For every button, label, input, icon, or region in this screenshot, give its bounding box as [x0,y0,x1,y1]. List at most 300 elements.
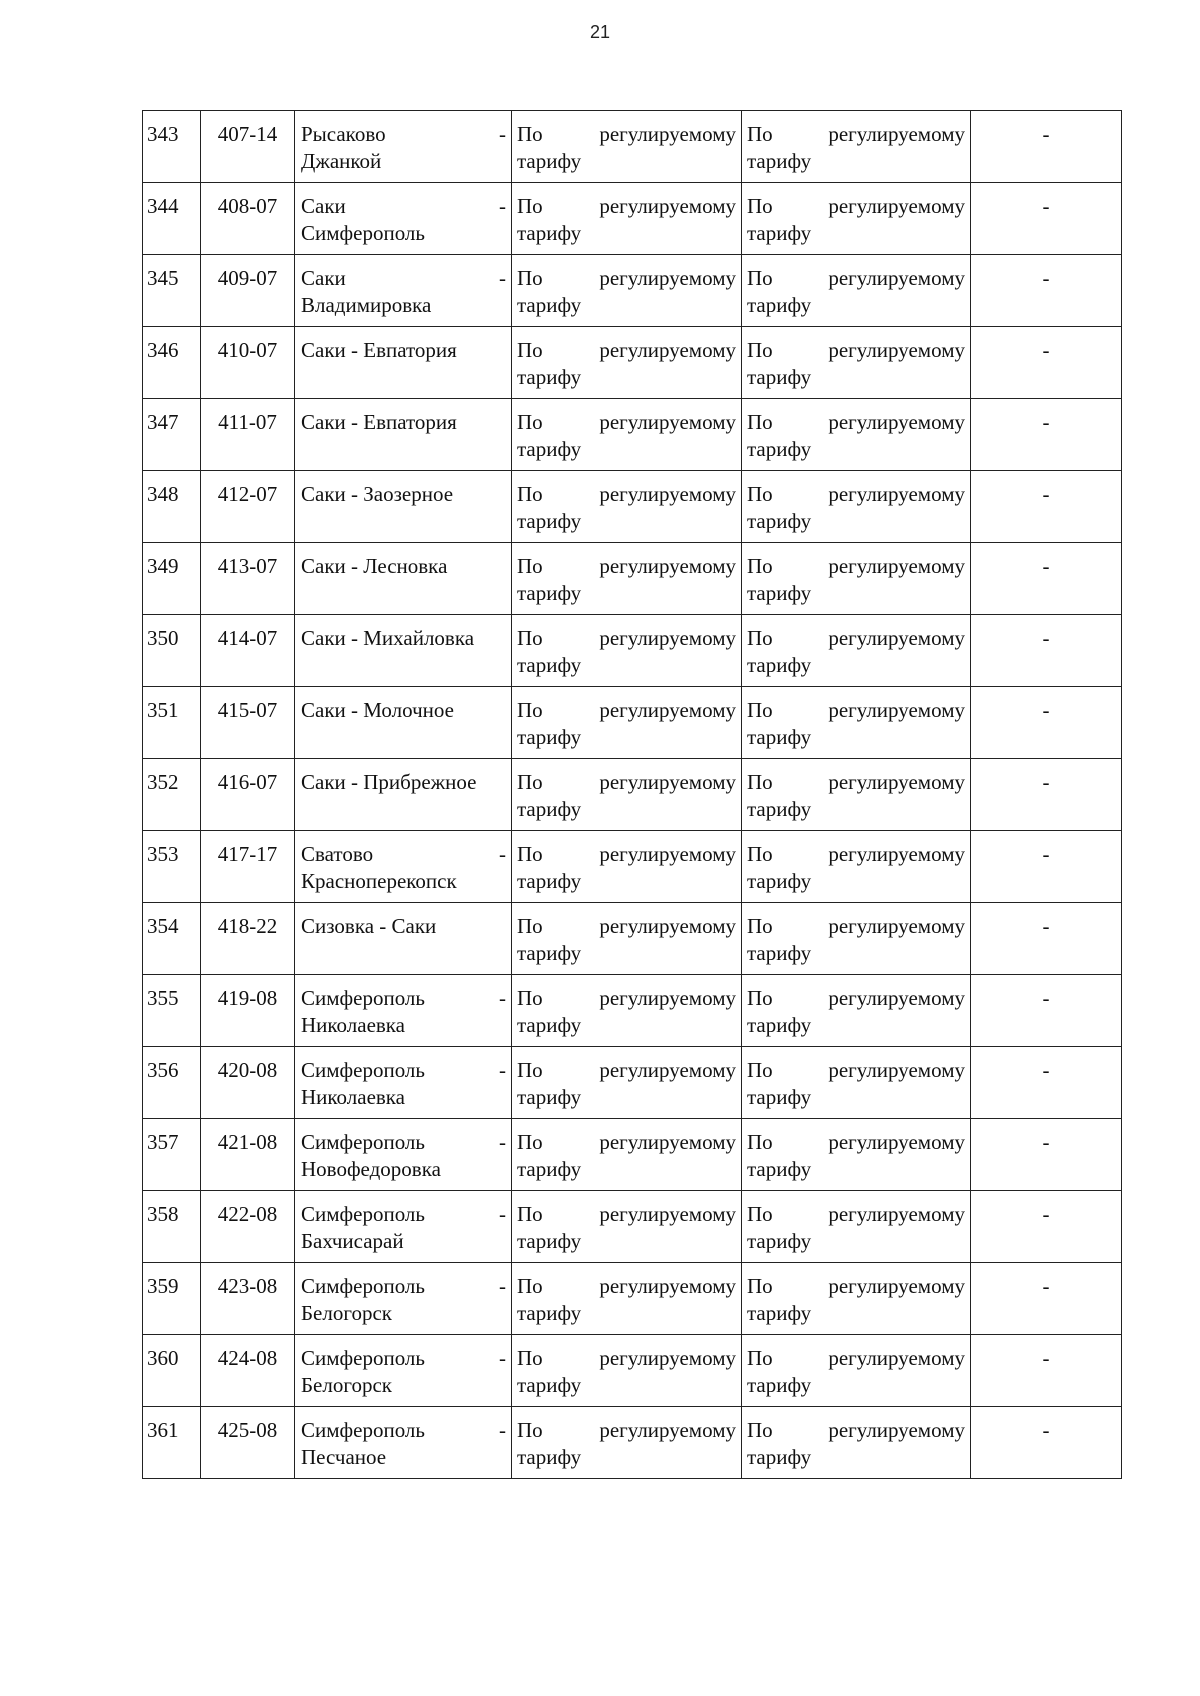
tariff-word-tariff: тарифу [747,293,812,317]
tariff-first-line [517,769,736,796]
tariff-word-tariff: тарифу [747,365,812,389]
tariff-cell-2 [742,975,971,1047]
route-code-cell: 420-08 [201,1047,295,1119]
tariff-word-tariff: тарифу [747,1373,812,1397]
tariff-word-regulated: регулируемому [828,770,965,794]
tariff-first-line [517,1273,736,1300]
page-number: 21 [589,22,611,42]
tariff-first-line [517,337,736,364]
tariff-word-regulated: регулируемому [599,338,736,362]
tariff-word-tariff: тарифу [747,149,812,173]
tariff-word-po: По [747,770,773,794]
route-origin: Симферополь [301,1346,425,1370]
tariff-word-regulated: регулируемому [828,1346,965,1370]
tariff-word-po: По [517,194,543,218]
tariff-word-po: По [517,1346,543,1370]
tariff-word-po: По [517,626,543,650]
tariff-word-regulated: регулируемому [828,410,965,434]
route-full: Саки - Лесновка [301,554,448,578]
tariff-word-tariff: тарифу [747,1157,812,1181]
tariff-word-tariff: тарифу [517,653,582,677]
tariff-first-line [517,121,736,148]
route-code-cell: 411-07 [201,399,295,471]
route-name-cell [295,1335,512,1407]
tariff-word-regulated: регулируемому [828,1130,965,1154]
tariff-word-po: По [747,1274,773,1298]
tariff-cell-1 [512,1335,742,1407]
tariff-word-po: По [517,122,543,146]
tariff-word-po: По [747,338,773,362]
table-row [143,399,1122,471]
route-origin-line [301,985,506,1012]
row-number-cell: 354 [143,903,201,975]
route-dash: - [499,842,506,866]
tariff-word-regulated: регулируемому [828,1418,965,1442]
tariff-word-tariff: тарифу [517,1085,582,1109]
route-origin-line [301,1345,506,1372]
tariff-first-line [747,409,965,436]
route-origin: Рысаково [301,122,386,146]
tariff-word-regulated: регулируемому [828,554,965,578]
tariff-word-po: По [747,554,773,578]
tariff-first-line [517,553,736,580]
table-row [143,759,1122,831]
tariff-word-regulated: регулируемому [828,122,965,146]
route-name-cell [295,1407,512,1479]
tariff-cell-1 [512,1119,742,1191]
route-code-cell: 410-07 [201,327,295,399]
notes-cell: - [971,615,1122,687]
tariff-cell-2 [742,1263,971,1335]
tariff-cell-1 [512,1263,742,1335]
notes-cell: - [971,1047,1122,1119]
route-dash: - [499,266,506,290]
table-row [143,1335,1122,1407]
route-destination: Николаевка [301,1013,406,1037]
tariff-first-line [517,1057,736,1084]
tariff-word-tariff: тарифу [517,1445,582,1469]
route-dash: - [499,194,506,218]
tariff-cell-2 [742,831,971,903]
route-origin-line [301,1273,506,1300]
route-code-cell: 407-14 [201,111,295,183]
tariff-word-tariff: тарифу [517,1301,582,1325]
table-row [143,543,1122,615]
tariff-word-regulated: регулируемому [599,770,736,794]
tariff-first-line [517,481,736,508]
route-dash: - [499,1130,506,1154]
row-number-cell: 351 [143,687,201,759]
row-number-cell: 360 [143,1335,201,1407]
route-origin-line [301,1129,506,1156]
notes-cell: - [971,183,1122,255]
table-row [143,1407,1122,1479]
route-code-cell: 424-08 [201,1335,295,1407]
route-full: Саки - Прибрежное [301,770,477,794]
notes-cell: - [971,1119,1122,1191]
route-origin-line [301,121,506,148]
notes-cell: - [971,1263,1122,1335]
tariff-word-po: По [747,914,773,938]
row-number-cell: 357 [143,1119,201,1191]
table-row [143,327,1122,399]
tariff-first-line [517,697,736,724]
tariff-word-tariff: тарифу [747,1445,812,1469]
tariff-word-po: По [747,194,773,218]
table-row [143,471,1122,543]
tariff-cell-2 [742,1047,971,1119]
tariff-word-tariff: тарифу [747,1301,812,1325]
notes-cell: - [971,831,1122,903]
tariff-first-line [747,1273,965,1300]
tariff-word-regulated: регулируемому [599,698,736,722]
tariff-cell-2 [742,1191,971,1263]
route-code-cell: 413-07 [201,543,295,615]
tariff-first-line [517,625,736,652]
tariff-cell-2 [742,1335,971,1407]
tariff-word-tariff: тарифу [517,725,582,749]
table-row [143,255,1122,327]
tariff-word-regulated: регулируемому [599,914,736,938]
route-name-cell [295,255,512,327]
tariff-word-po: По [517,482,543,506]
tariff-word-regulated: регулируемому [599,266,736,290]
notes-cell: - [971,327,1122,399]
route-origin: Симферополь [301,1130,425,1154]
route-name-cell [295,543,512,615]
route-name-cell [295,831,512,903]
row-number-cell: 348 [143,471,201,543]
tariff-first-line [747,1057,965,1084]
routes-table [142,110,1122,1479]
tariff-cell-1 [512,543,742,615]
tariff-word-po: По [747,482,773,506]
tariff-word-regulated: регулируемому [828,626,965,650]
tariff-first-line [747,841,965,868]
tariff-word-regulated: регулируемому [828,1058,965,1082]
route-destination: Белогорск [301,1373,392,1397]
tariff-word-tariff: тарифу [747,1229,812,1253]
row-number-cell: 352 [143,759,201,831]
tariff-word-regulated: регулируемому [828,482,965,506]
tariff-word-po: По [747,842,773,866]
tariff-cell-1 [512,1407,742,1479]
tariff-cell-2 [742,615,971,687]
route-code-cell: 419-08 [201,975,295,1047]
route-origin-line [301,193,506,220]
tariff-word-regulated: регулируемому [599,410,736,434]
notes-cell: - [971,399,1122,471]
tariff-word-tariff: тарифу [747,725,812,749]
tariff-cell-1 [512,1047,742,1119]
tariff-word-po: По [517,410,543,434]
table-row [143,1191,1122,1263]
row-number-cell: 349 [143,543,201,615]
route-destination: Белогорск [301,1301,392,1325]
route-name-cell [295,399,512,471]
notes-cell: - [971,1335,1122,1407]
tariff-word-regulated: регулируемому [828,266,965,290]
tariff-word-tariff: тарифу [517,1373,582,1397]
tariff-word-tariff: тарифу [517,437,582,461]
tariff-word-regulated: регулируемому [599,554,736,578]
tariff-word-po: По [747,1346,773,1370]
notes-cell: - [971,471,1122,543]
tariff-cell-2 [742,543,971,615]
tariff-word-tariff: тарифу [517,149,582,173]
notes-cell: - [971,255,1122,327]
tariff-word-po: По [747,626,773,650]
tariff-word-tariff: тарифу [517,1229,582,1253]
tariff-word-po: По [747,698,773,722]
tariff-first-line [747,1201,965,1228]
notes-cell: - [971,687,1122,759]
tariff-cell-1 [512,399,742,471]
route-full: Саки - Евпатория [301,410,457,434]
route-full: Саки - Евпатория [301,338,457,362]
route-code-cell: 415-07 [201,687,295,759]
table-row [143,183,1122,255]
route-destination: Песчаное [301,1445,387,1469]
tariff-word-po: По [517,1130,543,1154]
tariff-word-po: По [747,410,773,434]
tariff-cell-1 [512,183,742,255]
route-name-cell [295,1263,512,1335]
tariff-cell-2 [742,327,971,399]
tariff-first-line [517,1345,736,1372]
tariff-word-tariff: тарифу [517,1013,582,1037]
route-origin-line [301,265,506,292]
tariff-word-regulated: регулируемому [599,194,736,218]
tariff-first-line [517,913,736,940]
row-number-cell: 359 [143,1263,201,1335]
tariff-first-line [517,265,736,292]
notes-cell: - [971,1407,1122,1479]
tariff-word-tariff: тарифу [747,1013,812,1037]
route-dash: - [499,1274,506,1298]
route-name-cell [295,327,512,399]
tariff-cell-1 [512,687,742,759]
tariff-cell-2 [742,471,971,543]
route-name-cell [295,687,512,759]
route-full: Саки - Михайловка [301,626,475,650]
tariff-first-line [747,769,965,796]
tariff-cell-1 [512,1191,742,1263]
table-row [143,1119,1122,1191]
tariff-first-line [747,337,965,364]
route-origin: Саки [301,266,346,290]
route-origin: Симферополь [301,986,425,1010]
route-code-cell: 414-07 [201,615,295,687]
table-row [143,1047,1122,1119]
tariff-first-line [747,553,965,580]
tariff-cell-1 [512,831,742,903]
tariff-word-po: По [747,1202,773,1226]
route-name-cell [295,759,512,831]
route-code-cell: 412-07 [201,471,295,543]
tariff-word-regulated: регулируемому [828,338,965,362]
route-origin: Сватово [301,842,374,866]
tariff-word-po: По [517,914,543,938]
tariff-first-line [747,481,965,508]
notes-cell: - [971,111,1122,183]
table-row [143,975,1122,1047]
row-number-cell: 353 [143,831,201,903]
route-name-cell [295,615,512,687]
tariff-word-tariff: тарифу [747,653,812,677]
tariff-word-tariff: тарифу [517,509,582,533]
table-row [143,903,1122,975]
tariff-cell-1 [512,615,742,687]
route-full: Сизовка - Саки [301,914,437,938]
route-name-cell [295,183,512,255]
route-code-cell: 409-07 [201,255,295,327]
tariff-word-po: По [747,1418,773,1442]
tariff-first-line [517,1129,736,1156]
tariff-word-regulated: регулируемому [599,1202,736,1226]
route-code-cell: 417-17 [201,831,295,903]
tariff-word-tariff: тарифу [517,869,582,893]
notes-cell: - [971,1191,1122,1263]
tariff-word-tariff: тарифу [517,1157,582,1181]
route-origin: Симферополь [301,1202,425,1226]
route-dash: - [499,986,506,1010]
route-code-cell: 416-07 [201,759,295,831]
tariff-word-po: По [517,554,543,578]
route-name-cell [295,1047,512,1119]
tariff-cell-1 [512,111,742,183]
tariff-word-regulated: регулируемому [828,1274,965,1298]
tariff-first-line [517,841,736,868]
notes-cell: - [971,543,1122,615]
tariff-word-po: По [517,1058,543,1082]
tariff-first-line [747,697,965,724]
notes-cell: - [971,759,1122,831]
route-dash: - [499,1346,506,1370]
tariff-word-tariff: тарифу [517,581,582,605]
tariff-cell-1 [512,471,742,543]
tariff-word-regulated: регулируемому [599,626,736,650]
tariff-word-regulated: регулируемому [828,842,965,866]
tariff-word-tariff: тарифу [747,941,812,965]
route-dash: - [499,1058,506,1082]
notes-cell: - [971,975,1122,1047]
row-number-cell: 361 [143,1407,201,1479]
tariff-first-line [517,985,736,1012]
tariff-word-po: По [517,842,543,866]
tariff-word-po: По [517,266,543,290]
tariff-first-line [747,1345,965,1372]
tariff-word-tariff: тарифу [517,797,582,821]
tariff-cell-2 [742,111,971,183]
route-destination: Симферополь [301,221,425,245]
notes-cell: - [971,903,1122,975]
tariff-word-regulated: регулируемому [599,1346,736,1370]
route-full: Саки - Молочное [301,698,454,722]
tariff-cell-2 [742,1407,971,1479]
route-name-cell [295,903,512,975]
tariff-word-regulated: регулируемому [599,122,736,146]
tariff-word-tariff: тарифу [517,221,582,245]
route-dash: - [499,1202,506,1226]
tariff-word-po: По [517,1418,543,1442]
route-origin: Симферополь [301,1274,425,1298]
route-destination: Николаевка [301,1085,406,1109]
route-origin-line [301,1417,506,1444]
tariff-first-line [517,1417,736,1444]
route-origin-line [301,1201,506,1228]
route-code-cell: 423-08 [201,1263,295,1335]
route-full: Саки - Заозерное [301,482,454,506]
table-row [143,111,1122,183]
route-origin: Симферополь [301,1058,425,1082]
tariff-word-po: По [517,986,543,1010]
route-destination: Бахчисарай [301,1229,404,1253]
route-dash: - [499,122,506,146]
tariff-first-line [747,1417,965,1444]
tariff-first-line [747,625,965,652]
tariff-cell-2 [742,399,971,471]
tariff-cell-2 [742,255,971,327]
route-name-cell [295,975,512,1047]
tariff-word-po: По [517,1202,543,1226]
tariff-word-regulated: регулируемому [599,1058,736,1082]
tariff-first-line [747,1129,965,1156]
tariff-word-po: По [517,698,543,722]
row-number-cell: 355 [143,975,201,1047]
tariff-word-po: По [517,770,543,794]
tariff-word-tariff: тарифу [747,581,812,605]
tariff-word-regulated: регулируемому [828,194,965,218]
tariff-word-regulated: регулируемому [828,986,965,1010]
tariff-word-regulated: регулируемому [599,482,736,506]
tariff-first-line [747,265,965,292]
tariff-first-line [747,985,965,1012]
tariff-word-tariff: тарифу [517,293,582,317]
tariff-word-tariff: тарифу [517,941,582,965]
route-name-cell [295,1119,512,1191]
tariff-cell-2 [742,1119,971,1191]
tariff-word-po: По [517,1274,543,1298]
row-number-cell: 343 [143,111,201,183]
tariff-word-po: По [517,338,543,362]
route-origin: Саки [301,194,346,218]
tariff-word-regulated: регулируемому [828,1202,965,1226]
route-code-cell: 408-07 [201,183,295,255]
route-name-cell [295,111,512,183]
route-dash: - [499,1418,506,1442]
row-number-cell: 344 [143,183,201,255]
tariff-word-tariff: тарифу [747,437,812,461]
route-code-cell: 418-22 [201,903,295,975]
tariff-cell-1 [512,903,742,975]
tariff-cell-2 [742,903,971,975]
route-name-cell [295,471,512,543]
tariff-word-po: По [747,1058,773,1082]
tariff-first-line [517,409,736,436]
tariff-word-tariff: тарифу [747,869,812,893]
tariff-word-po: По [747,986,773,1010]
route-name-cell [295,1191,512,1263]
tariff-word-regulated: регулируемому [828,914,965,938]
tariff-word-po: По [747,1130,773,1154]
tariff-word-regulated: регулируемому [599,1274,736,1298]
row-number-cell: 356 [143,1047,201,1119]
row-number-cell: 350 [143,615,201,687]
route-origin-line [301,841,506,868]
tariff-word-regulated: регулируемому [599,1130,736,1154]
route-destination: Красноперекопск [301,869,457,893]
